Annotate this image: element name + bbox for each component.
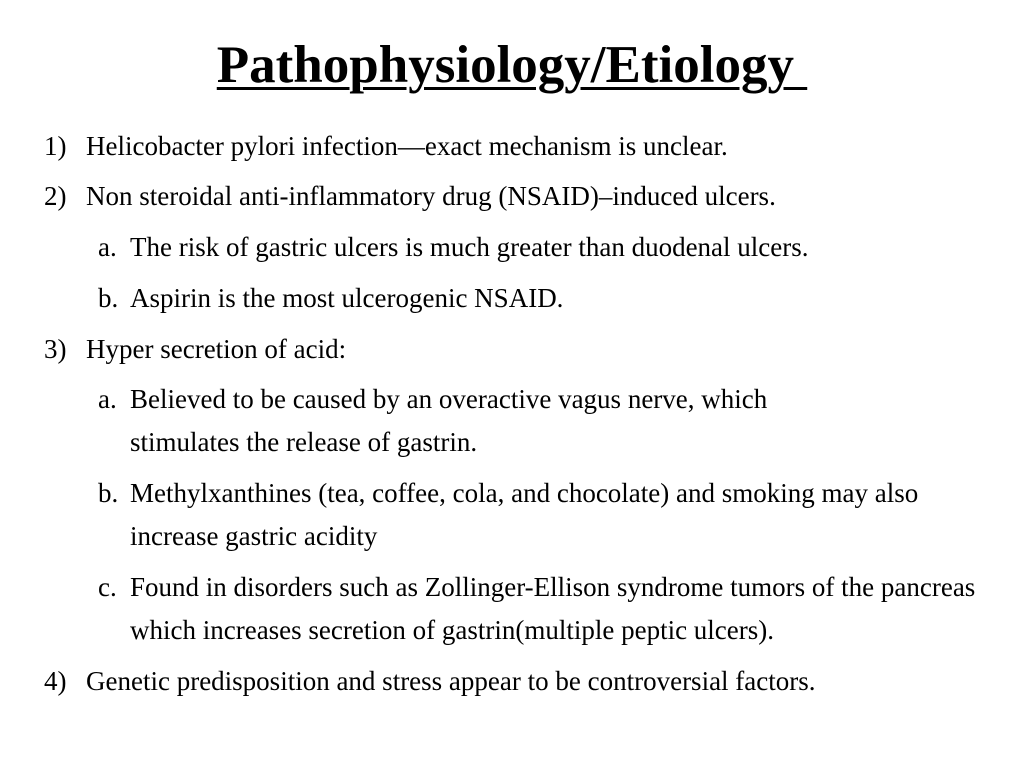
list-item-text: The risk of gastric ulcers is much greater than duodenal ulcers. bbox=[130, 232, 809, 262]
list-subitem-3b bbox=[98, 472, 998, 558]
list-marker: 1) bbox=[44, 131, 67, 161]
list-item-text: Genetic predisposition and stress appear to be controversial factors. bbox=[86, 666, 816, 696]
list-marker: a. bbox=[98, 232, 117, 262]
list-subitem-2b bbox=[98, 277, 1014, 320]
list-item-text: Believed to be caused by an overactive vagus nerve, which stimulates the release of gastrin. bbox=[130, 384, 768, 457]
list-marker: c. bbox=[98, 572, 117, 602]
list-marker: b. bbox=[98, 478, 119, 508]
list-marker: a. bbox=[98, 384, 117, 414]
list-item-4 bbox=[44, 660, 1014, 703]
list-marker: b. bbox=[98, 283, 119, 313]
list-item-2 bbox=[44, 175, 1014, 218]
list-item-text: Found in disorders such as Zollinger-Ellison syndrome tumors of the pancreas which increases secretion of gastrin(multiple peptic ulcers). bbox=[130, 572, 976, 645]
list-item-1 bbox=[44, 125, 1014, 168]
list-item-text: Methylxanthines (tea, coffee, cola, and chocolate) and smoking may also increase gastric acidity bbox=[130, 478, 919, 551]
list-item-text: Aspirin is the most ulcerogenic NSAID. bbox=[130, 283, 564, 313]
list-item-text: Helicobacter pylori infection—exact mechanism is unclear. bbox=[86, 131, 728, 161]
list-subitem-3c bbox=[98, 566, 1014, 652]
list-item-text: Non steroidal anti-inflammatory drug (NSAID)–induced ulcers. bbox=[86, 181, 776, 211]
list-subitem-2a bbox=[98, 226, 1014, 269]
list-marker: 4) bbox=[44, 666, 67, 696]
list-item-3 bbox=[44, 328, 1014, 371]
list-marker: 2) bbox=[44, 181, 67, 211]
list-marker: 3) bbox=[44, 334, 67, 364]
slide-title: Pathophysiology/Etiology bbox=[216, 36, 808, 94]
list-subitem-3a bbox=[98, 378, 858, 464]
list-item-text: Hyper secretion of acid: bbox=[86, 334, 347, 364]
